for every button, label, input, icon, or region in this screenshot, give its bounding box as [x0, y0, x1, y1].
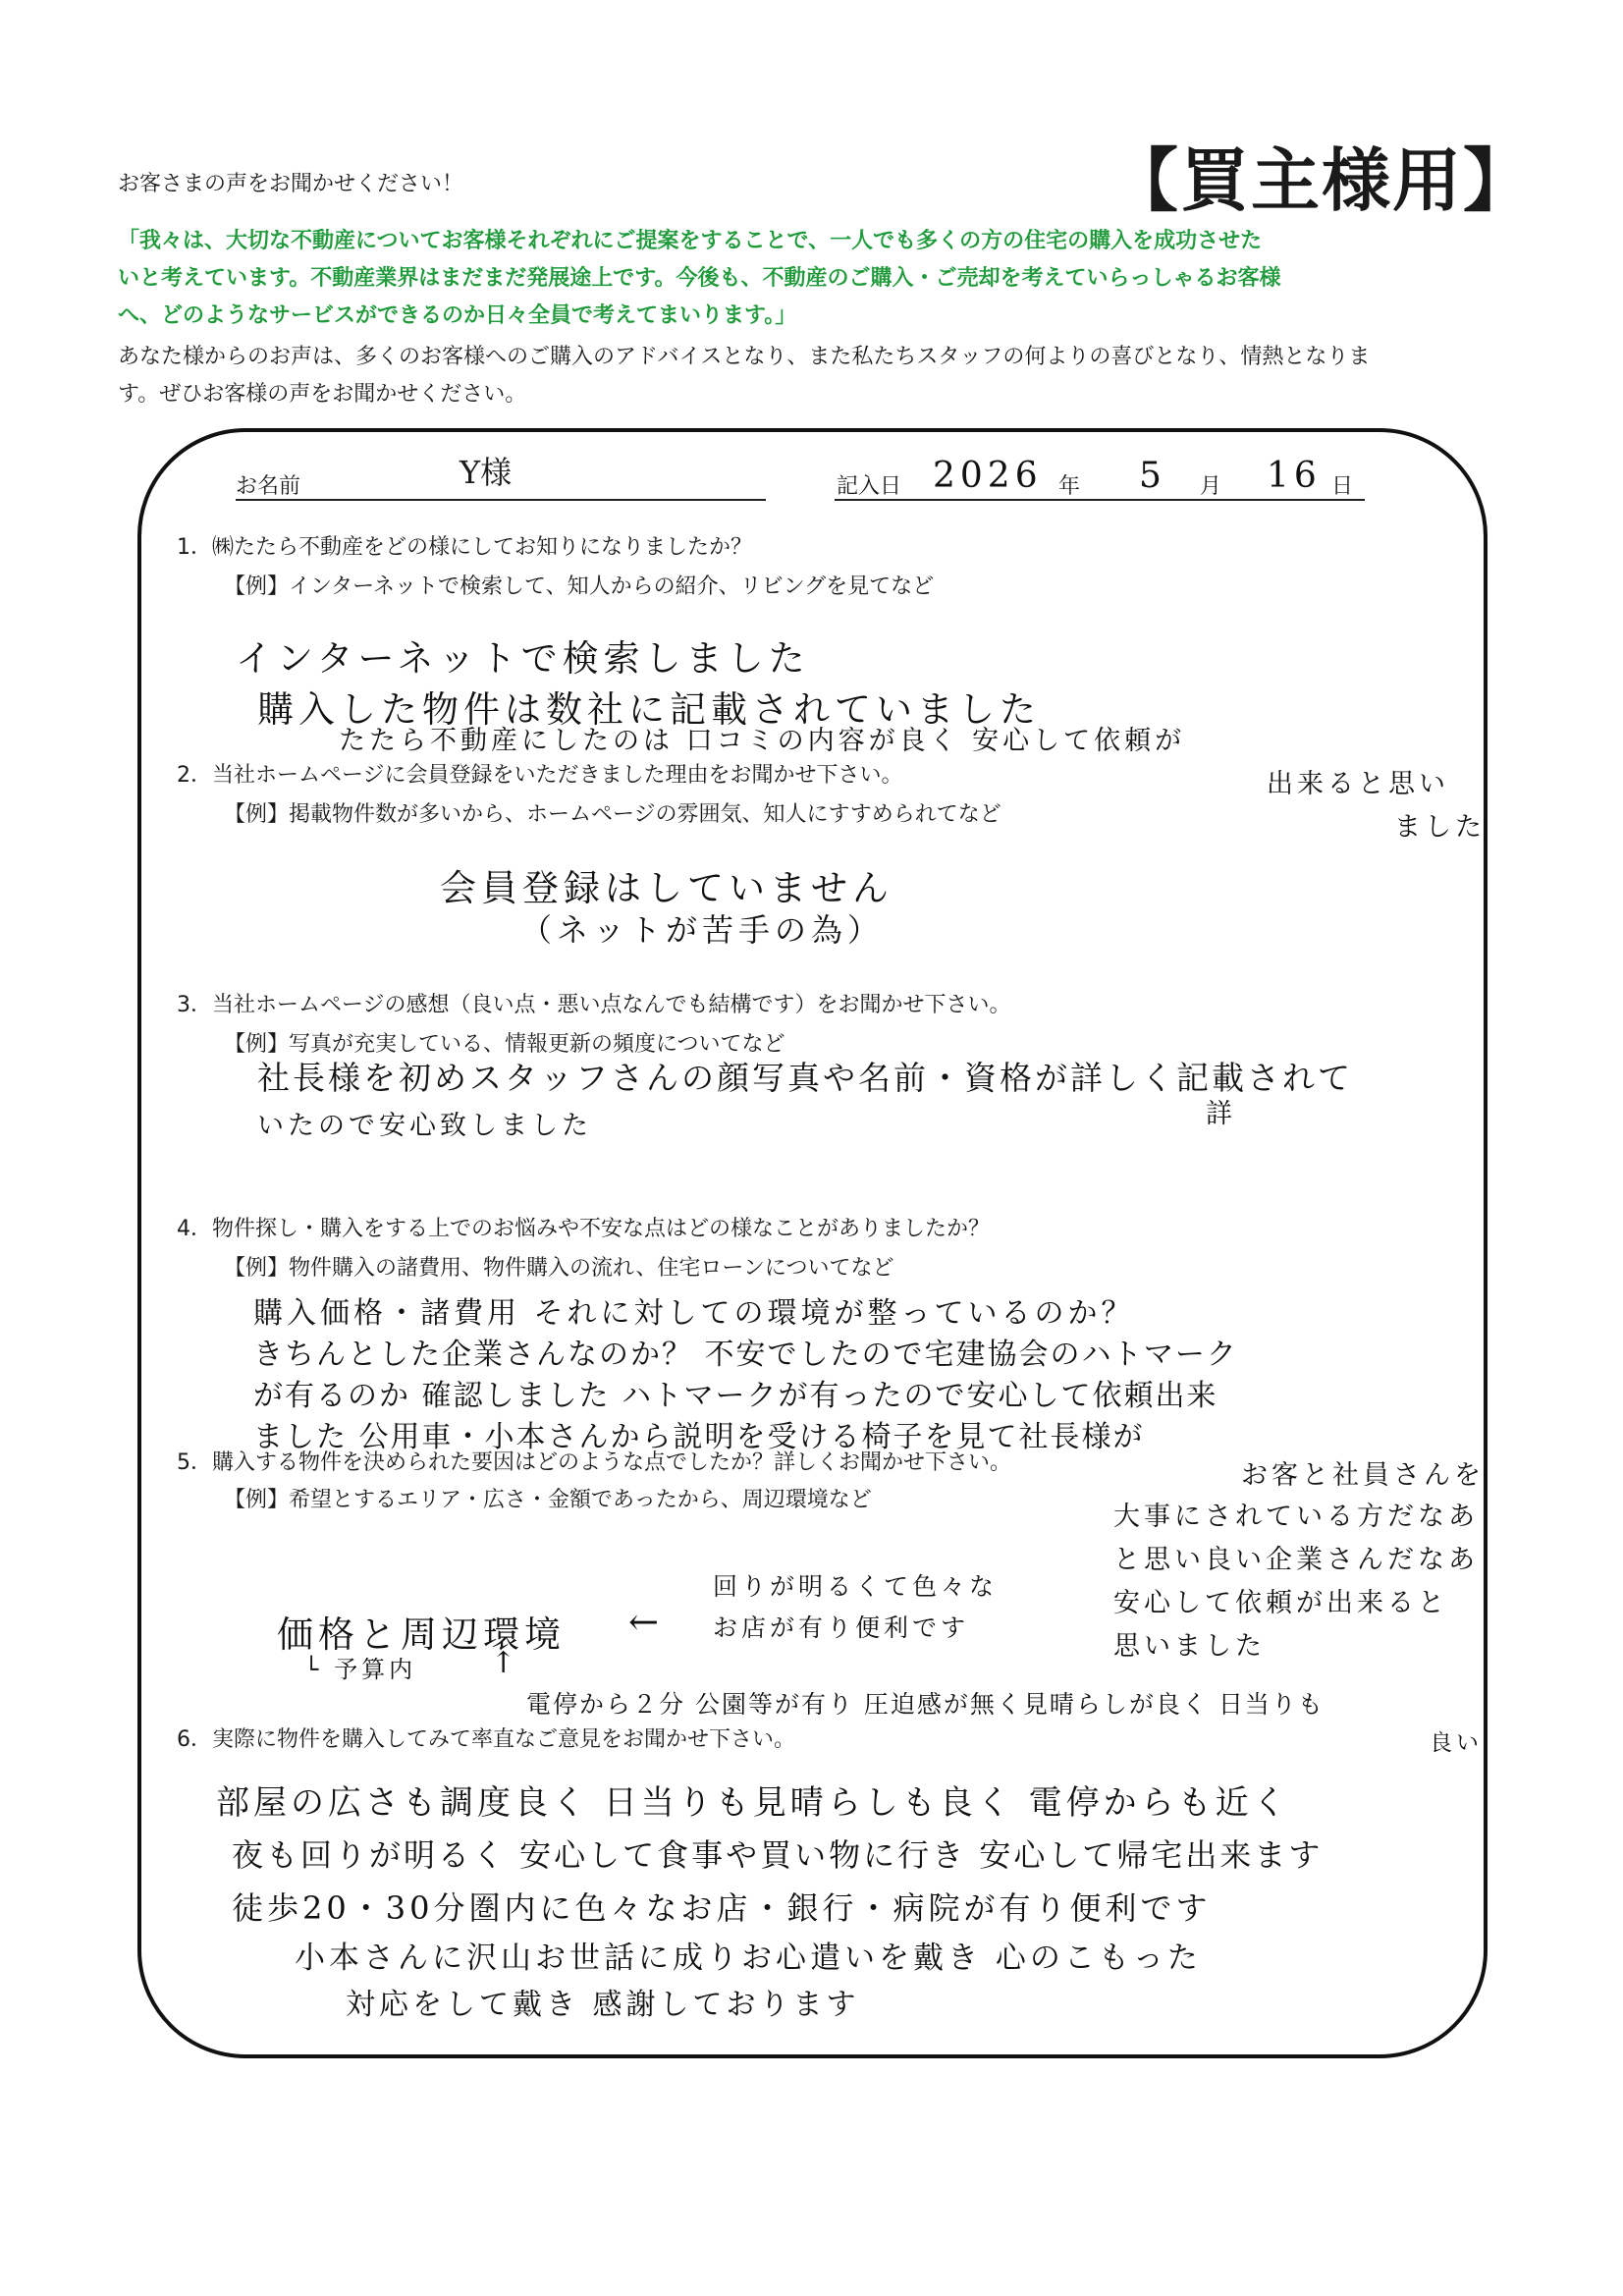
answer-6-line-3: 徒歩20・30分圏内に色々なお店・銀行・病院が有り便利です: [232, 1889, 1212, 1927]
intro-heading: お客さまの声をお聞かせください！: [118, 172, 464, 196]
answer-5-sub-main: お店が有り便利です: [713, 1613, 970, 1642]
answer-6-line-2: 夜も回りが明るく 安心して食事や買い物に行き 安心して帰宅出来ます: [232, 1836, 1324, 1874]
question-5: 5．購入する物件を決められた要因はどのような点でしたか？詳しくお聞かせ下さい。: [177, 1450, 1011, 1475]
answer-3-line-2: いたので安心致しました: [257, 1111, 592, 1141]
example-5: 【例】希望とするエリア・広さ・金額であったから、周辺環境など: [224, 1488, 872, 1512]
answer-5-right-3: と思い良い企業さんだなあ: [1113, 1545, 1479, 1575]
answer-6-line-5: 対応をして戴き 感謝しております: [346, 1988, 860, 2022]
answer-4-line-2: きちんとした企業さんなのか？ 不安でしたので宅建協会のハトマーク: [253, 1338, 1238, 1372]
question-2: 2．当社ホームページに会員登録をいただきました理由をお聞かせ下さい。: [177, 763, 903, 788]
name-underline: [236, 499, 766, 501]
example-2: 【例】掲載物件数が多いから、ホームページの雰囲気、知人にすすめられてなど: [224, 802, 1001, 827]
name-value: Y様: [460, 454, 513, 491]
request-line-2: す。ぜひお客様の声をお聞かせください。: [118, 382, 527, 407]
answer-1-line-4: 出来ると思い: [1267, 769, 1449, 799]
date-month-value: 5: [1139, 456, 1166, 496]
answer-4-line-1: 購入価格・諸費用 それに対しての環境が整っているのか？: [253, 1296, 1135, 1331]
request-line-1: あなた様からのお声は、多くのお客様へのご購入のアドバイスとなり、また私たちスタッフの何よりの喜びとなり、情熱となりま: [118, 345, 1371, 369]
answer-2-line-1: 会員登録はしていません: [440, 867, 893, 909]
answer-5-arrow: ←: [628, 1601, 665, 1643]
answer-5-right-4: 安心して依頼が出来ると: [1113, 1588, 1448, 1618]
answer-2-line-2: （ネットが苦手の為）: [520, 911, 885, 949]
answer-5-right-1: お客と社員さんを: [1241, 1460, 1485, 1491]
answer-1-line-3: たたら不動産にしたのは 口コミの内容が良く 安心して依頼が: [339, 726, 1186, 756]
question-1: 1．㈱たたら不動産をどの様にしてお知りになりましたか？: [177, 535, 752, 560]
example-4: 【例】物件購入の諸費用、物件購入の流れ、住宅ローンについてなど: [224, 1256, 894, 1281]
example-1: 【例】インターネットで検索して、知人からの紹介、リビングを見てなど: [224, 574, 935, 599]
day-label: 日: [1331, 474, 1354, 499]
answer-5-sub-left: └ 予算内: [304, 1656, 417, 1683]
answer-1-line-5: ました: [1394, 812, 1486, 843]
answer-6-line-1: 部屋の広さも調度良く 日当りも見晴らしも良く 電停からも近く: [216, 1783, 1290, 1823]
mission-line-2: いと考えています。不動産業界はまだまだ発展途上です。今後も、不動産のご購入・ご売却を考えていらっしゃるお客様: [118, 266, 1281, 291]
question-6: 6．実際に物件を購入してみて率直なご意見をお聞かせ下さい。: [177, 1727, 795, 1752]
month-label: 月: [1200, 474, 1222, 499]
answer-4-line-3: が有るのか 確認しました ハトマークが有ったので安心して依頼出来: [253, 1379, 1218, 1413]
mission-line-3: へ、どのようなサービスができるのか日々全員で考えてまいります。」: [118, 303, 797, 328]
answer-5-up-arrow: ↑: [491, 1646, 520, 1680]
date-day-value: 16: [1267, 456, 1322, 496]
buyer-badge: 【買主様用】: [1109, 140, 1534, 221]
answer-5-right-2: 大事にされている方だなあ: [1113, 1502, 1479, 1532]
date-label: 記入日: [837, 474, 902, 499]
answer-3-correction: 詳: [1206, 1099, 1236, 1129]
answer-4-line-4: ました 公用車・小本さんから説明を受ける椅子を見て社長様が: [253, 1420, 1145, 1454]
question-4: 4．物件探し・購入をする上でのお悩みや不安な点はどの様なことがありましたか？: [177, 1217, 990, 1241]
date-underline: [835, 499, 1365, 501]
answer-5-bottom-2: 良い: [1430, 1730, 1483, 1756]
mission-line-1: 「我々は、大切な不動産についてお客様それぞれにご提案をすることで、一人でも多くの方の住宅の購入を成功させた: [118, 229, 1263, 253]
year-label: 年: [1058, 474, 1081, 499]
answer-1-line-1: インターネットで検索しました: [236, 637, 810, 680]
answer-1-line-2: 購入した物件は数社に記載されていました: [257, 688, 1041, 731]
answer-5-right-5: 思いました: [1113, 1631, 1266, 1662]
name-label: お名前: [236, 474, 301, 499]
question-3: 3．当社ホームページの感想（良い点・悪い点なんでも結構です）をお聞かせ下さい。: [177, 993, 1011, 1017]
date-year-value: 2026: [933, 456, 1043, 496]
example-3: 【例】写真が充実している、情報更新の頻度についてなど: [224, 1032, 785, 1057]
answer-5-main: 価格と周辺環境: [277, 1613, 566, 1656]
answer-5-sub-top: 回りが明るくて色々な: [713, 1572, 999, 1601]
answer-3-line-1: 社長様を初めスタッフさんの顔写真や名前・資格が詳しく記載されて: [257, 1059, 1353, 1097]
answer-6-line-4: 小本さんに沢山お世話に成りお心遣いを戴き 心のこもった: [295, 1941, 1202, 1976]
answer-5-bottom: 電停から２分 公園等が有り 圧迫感が無く見晴らしが良く 日当りも: [526, 1690, 1325, 1719]
